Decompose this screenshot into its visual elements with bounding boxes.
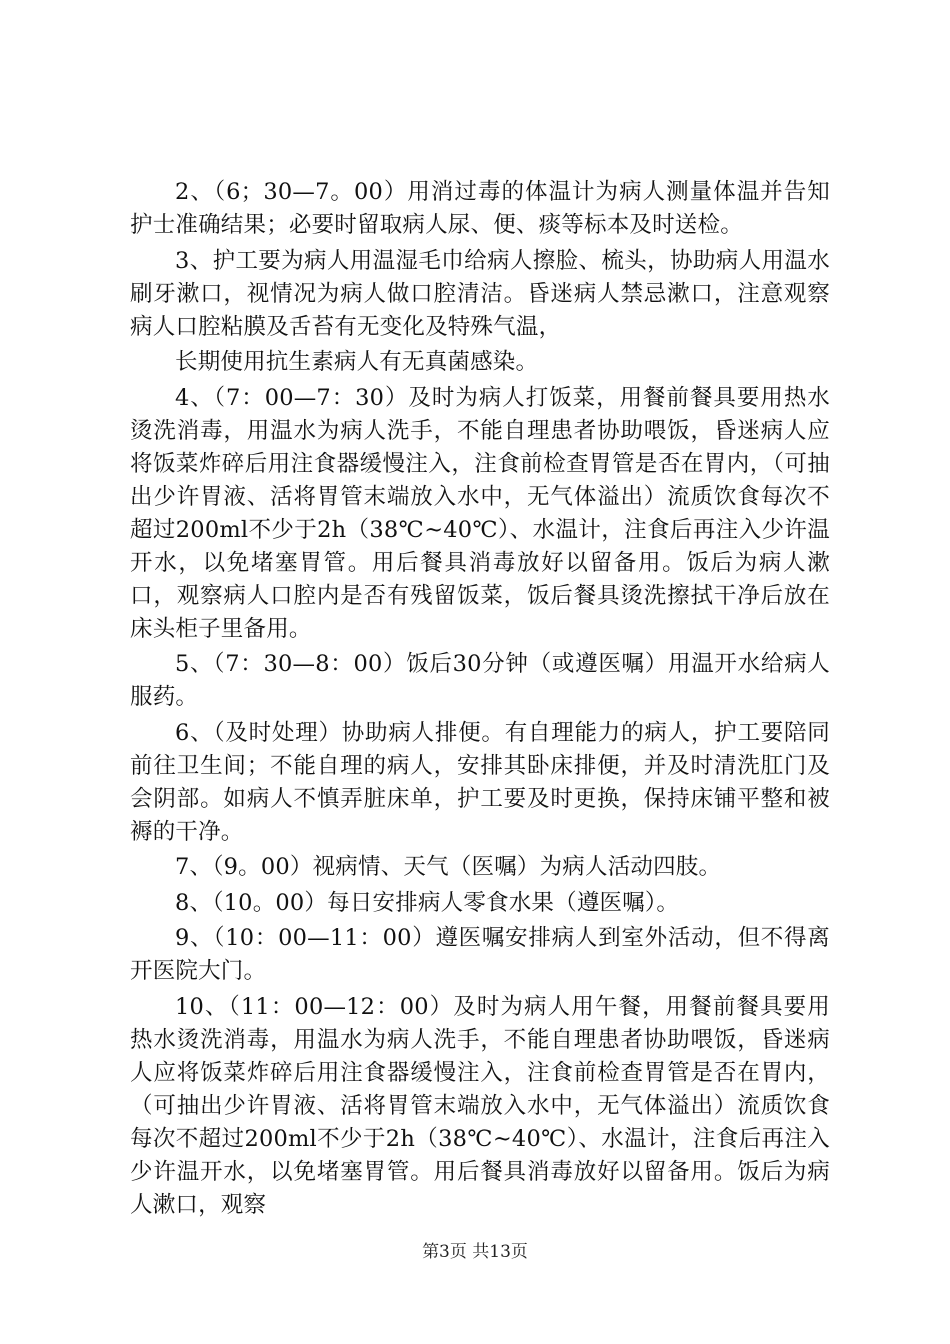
paragraph-item-7: 7、（9。00）视病情、天气（医嘱）为病人活动四肢。 xyxy=(175,854,722,880)
page-number-footer: 第3页 共13页 xyxy=(422,1242,528,1262)
paragraph-item-4: 4、（7：00—7：30）及时为病人打饭菜，用餐前餐具要用热水烫洗消毒，用温水为病人洗手，不能自理患者协助喂饭，昏迷病人应将饭菜炸碎后用注食器缓慢注入，注食前检查胃管是否在胃内，（可抽出少许胃液、活将胃管末端放入水中，无气体溢出）流质饮食每次不超过200ml不少于2h（38℃~40℃）、水温计，注食后再注入少许温开水，以免堵塞胃管。用后餐具消毒放好以留备用。饭后为病人漱口，观察病人口腔内是否有残留饭菜，饭后餐具烫洗擦拭干净后放在床头柜子里备用。 xyxy=(130,384,830,642)
paragraph-item-6: 6、（及时处理）协助病人排便。有自理能力的病人，护工要陪同前往卫生间；不能自理的病人，安排其卧床排便，并及时清洗肛门及会阴部。如病人不慎弄脏床单，护工要及时更换，保持床铺平整和被褥的干净。 xyxy=(130,719,830,845)
paragraph-item-8: 8、（10。00）每日安排病人零食水果（遵医嘱）。 xyxy=(175,889,680,916)
paragraph-item-5: 5、（7：30—8：00）饭后30分钟（或遵医嘱）用温开水给病人服药。 xyxy=(130,651,830,710)
paragraph-item-9: 9、（10：00—11：00）遵医嘱安排病人到室外活动，但不得离开医院大门。 xyxy=(130,925,830,984)
paragraph-item-10: 10、（11：00—12：00）及时为病人用午餐，用餐前餐具要用热水烫洗消毒，用温水为病人洗手，不能自理患者协助喂饭，昏迷病人应将饭菜炸碎后用注食器缓慢注入，注食前检查胃管是否在胃内，（可抽出少许胃液、活将胃管末端放入水中，无气体溢出）流质饮食每次不超过200ml不少于2h（38℃~40℃）、水温计，注食后再注入少许温开水，以免堵塞胃管。用后餐具消毒放好以留备用。饭后为病人漱口，观察 xyxy=(130,993,830,1218)
paragraph-item-3-continued: 长期使用抗生素病人有无真菌感染。 xyxy=(175,349,539,375)
document-body xyxy=(130,176,830,1224)
paragraph-item-3: 3、护工要为病人用温湿毛巾给病人擦脸、梳头，协助病人用温水刷牙漱口，视情况为病人做口腔清洁。昏迷病人禁忌漱口，注意观察病人口腔粘膜及舌苔有无变化及特殊气温， xyxy=(130,247,830,340)
paragraph-item-2: 2、（6；30—7。00）用消过毒的体温计为病人测量体温并告知护士准确结果；必要时留取病人尿、便、痰等标本及时送检。 xyxy=(130,179,830,238)
